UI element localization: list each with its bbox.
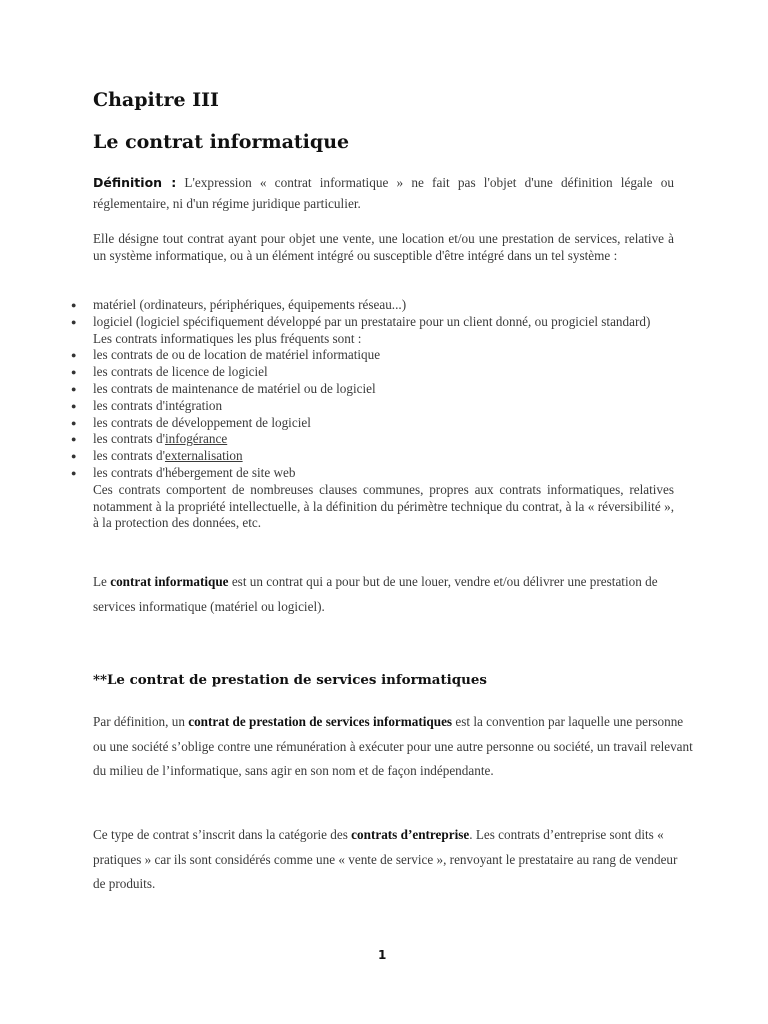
bullet-icon: ● bbox=[71, 434, 77, 445]
definition-label: Définition : bbox=[93, 175, 177, 190]
list-item: ● les contrats d'infogérance bbox=[71, 431, 228, 447]
externalisation-link[interactable]: externalisation bbox=[164, 448, 243, 464]
list-item: ● matériel (ordinateurs, périphériques, équipements réseau...) bbox=[71, 297, 407, 312]
bullet-icon: ● bbox=[71, 383, 77, 394]
contract-definition-paragraph: Le contrat informatique est un contrat qui a pour but de une louer, vendre et/ou délivrer une prestation de services informatique (matériel ou logiciel). bbox=[93, 574, 658, 614]
chapter-heading: Chapitre III bbox=[93, 89, 219, 111]
bullet-icon: ● bbox=[71, 300, 77, 310]
infogerance-link[interactable]: infogérance bbox=[164, 431, 228, 447]
list-item: ● logiciel (logiciel spécifiquement développé par un prestataire pour un client donné, ou progiciel standard) bbox=[71, 313, 651, 329]
definition-paragraph bbox=[93, 172, 674, 214]
bullet-icon: ● bbox=[71, 451, 77, 462]
scope-paragraph: Elle désigne tout contrat ayant pour objet une vente, une location et/ou une prestation de services, relative à un système informatique, ou à un élément intégré ou susceptible d'être intégré dans un tel système : bbox=[93, 231, 674, 263]
list-item: ● les contrats de ou de location de matériel informatique bbox=[71, 347, 381, 363]
bullet-icon: ● bbox=[71, 417, 77, 428]
definition-text: L'expression « contrat informatique » ne fait pas l'objet d'une définition légale ou réglementaire, ni d'un régime juridique particulier. bbox=[93, 175, 674, 211]
prestation-definition-paragraph: Par définition, un contrat de prestation de services informatiques est la convention par laquelle une personne ou une société s’oblige contre une rémunération à exécuter pour une autre personne ou société, un travail relevant du milieu de l’informatique, sans agir en son nom et de façon indépendante. bbox=[93, 714, 693, 778]
list-item: ● les contrats d'hébergement de site web bbox=[71, 464, 296, 480]
bullet-icon: ● bbox=[71, 350, 77, 361]
page-number: 1 bbox=[378, 948, 387, 962]
list-item: ● les contrats de maintenance de matériel ou de logiciel bbox=[71, 380, 376, 396]
list-intro: Les contrats informatiques les plus fréquents sont : bbox=[93, 330, 362, 346]
list-item: ● les contrats d'intégration bbox=[71, 397, 223, 413]
list-item: ● les contrats d'externalisation bbox=[71, 448, 243, 464]
bullet-icon: ● bbox=[71, 467, 77, 478]
contract-list bbox=[71, 297, 674, 532]
list-item: ● les contrats de licence de logiciel bbox=[71, 364, 268, 380]
list-closing: Ces contrats comportent de nombreuses clauses communes, propres aux contrats informatiques, relatives notamment à la propriété intellectuelle, à la définition du périmètre technique du contrat, à la « réversibilité », à la protection des données, etc. bbox=[93, 481, 674, 531]
bullet-icon: ● bbox=[71, 316, 77, 327]
bullet-icon: ● bbox=[71, 367, 77, 378]
section-heading: **Le contrat de prestation de services informatiques bbox=[93, 672, 487, 688]
bullet-icon: ● bbox=[71, 400, 77, 411]
entreprise-paragraph: Ce type de contrat s’inscrit dans la catégorie des contrats d’entreprise. Les contrats d’entreprise sont dits « pratiques » car ils sont considérés comme une « vente de service », renvoyant le prestataire au rang de vendeur de produits. bbox=[93, 827, 678, 891]
list-item: ● les contrats de développement de logiciel bbox=[71, 414, 311, 430]
page-title: Le contrat informatique bbox=[93, 131, 350, 153]
